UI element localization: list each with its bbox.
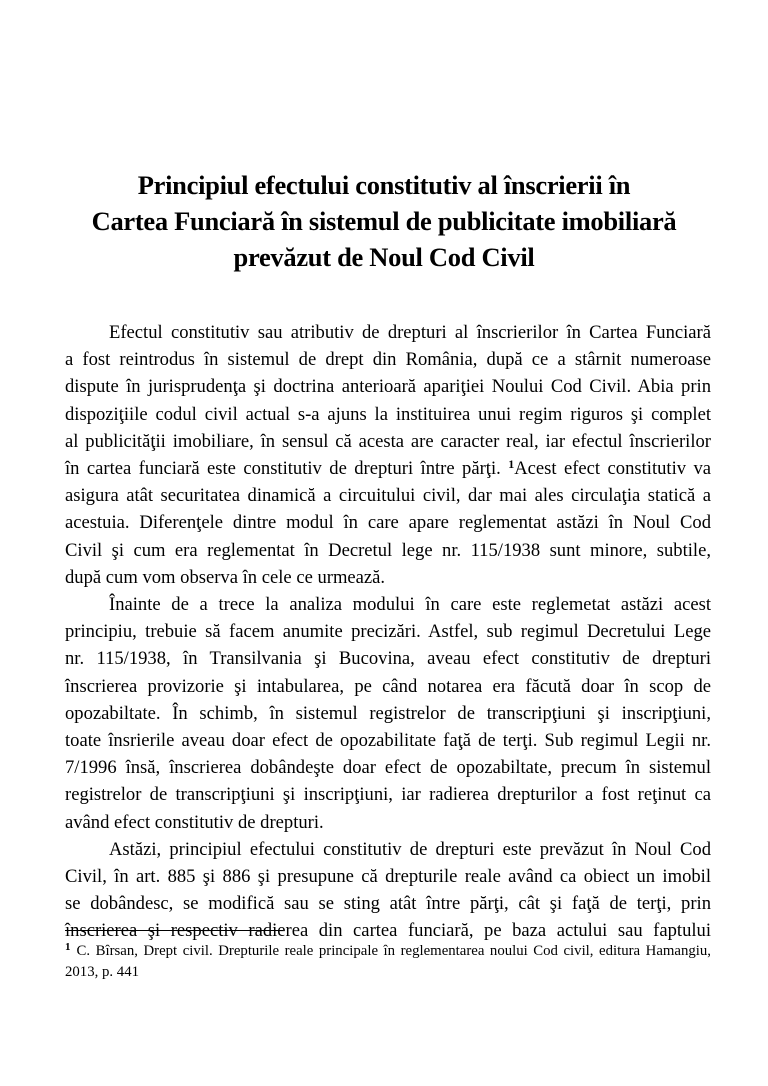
document-title <box>60 167 708 275</box>
text-line: dispoziţiile codul civil actual s-a ajuns la instituirea unui regim riguros şi complet <box>65 403 711 425</box>
footnote-reference[interactable]: 1 <box>508 457 515 472</box>
title-line: Cartea Funciară în sistemul de publicitate imobiliară <box>91 206 677 236</box>
text-line: acestuia. Diferenţele dintre modul în care apare reglementat astăzi în Noul Cod <box>65 512 711 534</box>
text-line: toate însrierile aveau doar efect de opozabilitate faţă de terţi. Sub regimul Legii nr. <box>65 730 711 752</box>
footnote <box>65 941 711 982</box>
text-line: opozabiltate. În schimb, în sistemul registrelor de transcripţiuni şi inscripţiuni, <box>65 702 711 724</box>
text-line: a fost reintrodus în sistemul de drept din România, după ce a stârnit numeroase <box>65 349 711 371</box>
paragraph-2 <box>65 591 711 836</box>
footnote-text: C. Bîrsan, Drept civil. Drepturile reale principale în reglementarea noului Cod civil, editura Hamangiu, <box>76 943 711 959</box>
text-line: principiu, trebuie să facem anumite precizări. Astfel, sub regimul Decretului Lege <box>65 621 711 643</box>
text-line: după cum vom observa în cele ce urmează. <box>65 566 386 588</box>
paragraph-3 <box>65 836 711 945</box>
text-line: dispute în jurisprudenţa şi doctrina anterioară apariţiei Noului Cod Civil. Abia prin <box>65 376 711 398</box>
text-line: 7/1996 însă, înscrierea dobândeşte doar efect de opozabiltate, precum în sistemul <box>65 757 711 779</box>
text-line: înscrierea şi respectiv radierea din cartea funciară, pe baza actului sau faptului <box>65 920 711 942</box>
text-segment: Acest efect constitutiv va <box>514 458 712 480</box>
text-line: registrelor de transcripţiuni şi inscripţiuni, iar radierea drepturilor a fost reţinut ca <box>65 784 711 806</box>
title-line: prevăzut de Noul Cod Civil <box>233 242 535 272</box>
paragraph-1 <box>65 319 711 591</box>
text-line: asigura atât securitatea dinamică a circuitului civil, dar mai ales circulaţia statică a <box>65 485 711 507</box>
text-line: având efect constitutiv de drepturi. <box>65 811 324 833</box>
footnote-line: 2013, p. 441 <box>65 963 139 980</box>
text-line: înscrierea provizorie şi intabularea, pe când notarea era făcută doar în scop de <box>65 675 711 697</box>
document-body <box>65 319 711 945</box>
text-line: se dobândesc, se modifică sau se sting atât între părţi, cât şi faţă de terţi, prin <box>65 893 711 915</box>
text-line: al publicităţii imobiliare, în sensul că acesta are caracter real, iar efectul înscrierilor <box>65 430 711 452</box>
text-line: Efectul constitutiv sau atributiv de drepturi al înscrierilor în Cartea Funciară <box>109 322 711 343</box>
text-line: Civil şi cum era reglementat în Decretul lege nr. 115/1938 sunt minore, subtile, <box>65 539 711 561</box>
title-line: Principiul efectului constitutiv al înscrierii în <box>137 170 631 200</box>
footnote-line <box>65 941 711 962</box>
text-line-with-footnote <box>65 455 711 482</box>
text-line: Înainte de a trece la analiza modului în care este reglemetat astăzi acest <box>109 594 711 616</box>
text-segment: în cartea funciară este constitutiv de drepturi între părţi. <box>65 458 501 480</box>
footnote-marker: 1 <box>65 941 71 953</box>
footnote-separator <box>65 930 283 931</box>
text-line: nr. 115/1938, în Transilvania şi Bucovina, aveau efect constitutiv de drepturi <box>65 648 711 670</box>
text-line: Astăzi, principiul efectului constitutiv de drepturi este prevăzut în Noul Cod <box>109 838 711 860</box>
text-line: Civil, în art. 885 şi 886 şi presupune că drepturile reale având ca obiect un imobil <box>65 866 711 888</box>
